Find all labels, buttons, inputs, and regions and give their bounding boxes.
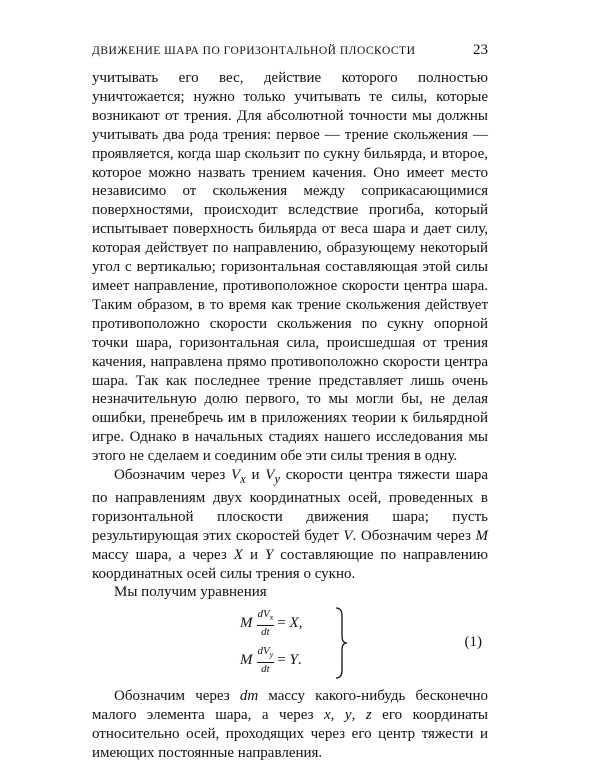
paragraph-3: Мы получим уравнения	[114, 584, 267, 601]
fraction-dvy-dt: $\frac{dV_y}{dt}$	[257, 645, 274, 675]
paragraph-2: Обозначим через $V_x$ и $V_y$ скорости центра тяжести шара по направлениям двух координатных осей, проведенных в горизонтальной плоскости движения шара; пусть результирующая этих скоростей будет V. Обозначим через M массу шара, а через X и Y составляющие по направлению координатных осей силы трения о сукно.	[92, 467, 488, 582]
running-title: ДВИЖЕНИЕ ШАРА ПО ГОРИЗОНТАЛЬНОЙ ПЛОСКОСТИ	[92, 45, 416, 57]
fraction-dvx-dt: $\frac{dV_x}{dt}$	[257, 608, 274, 638]
paragraph-4: Обозначим через dm массу какого-нибудь бесконечно малого элемента шара, а через x, y, z его координаты относительно осей, проходящих через его центр тяжести и имеющих постоянные направления.	[92, 688, 489, 762]
equation-1: M $\frac{dV_x}{dt}$ = X,	[240, 608, 303, 638]
right-brace-icon	[334, 606, 348, 680]
page-number: 23	[473, 42, 488, 58]
page-header	[92, 42, 488, 59]
equation-number: (1)	[464, 634, 482, 651]
page-body	[92, 69, 488, 763]
equation-2: M $\frac{dV_y}{dt}$ = Y.	[240, 645, 302, 675]
equation-system	[92, 604, 488, 681]
paragraph-1: учитывать его вес, действие которого полностью уничтожается; нужно только учитывать те силы, которые возникают от трения. Для абсолютной точности мы должны учитывать два рода трения: первое — трение скольжения — проявляется, когда шар скользит по сукну бильярда, и второе, которое можно назвать трением качения. Оно имеет место независимо от скольжения между соприкасающимися поверхностями, происходит вследствие прогиба, который испытывает поверхность бильярда от веса шара и дает силу, которая действует по направлению, образующему некоторый угол с вертикалью; горизонтальная составляющая этой силы имеет направление, противоположное скорости центра шара. Таким образом, в то время как трение скольжения действует противоположно скорости скольжения по сукну опорной точки шара, горизонтальная сила, происшедшая от трения качения, направлена прямо противоположно скорости центра шара. Так как последнее трение представляет лишь очень незначительную долю первого, то мы могли бы, не делая ошибки, пренебречь им в приложениях теории к бильярдной игре. Однако в начальных стадиях нашего исследования мы этого не сделаем и соединим обе эти силы трения в одну.	[92, 70, 488, 465]
